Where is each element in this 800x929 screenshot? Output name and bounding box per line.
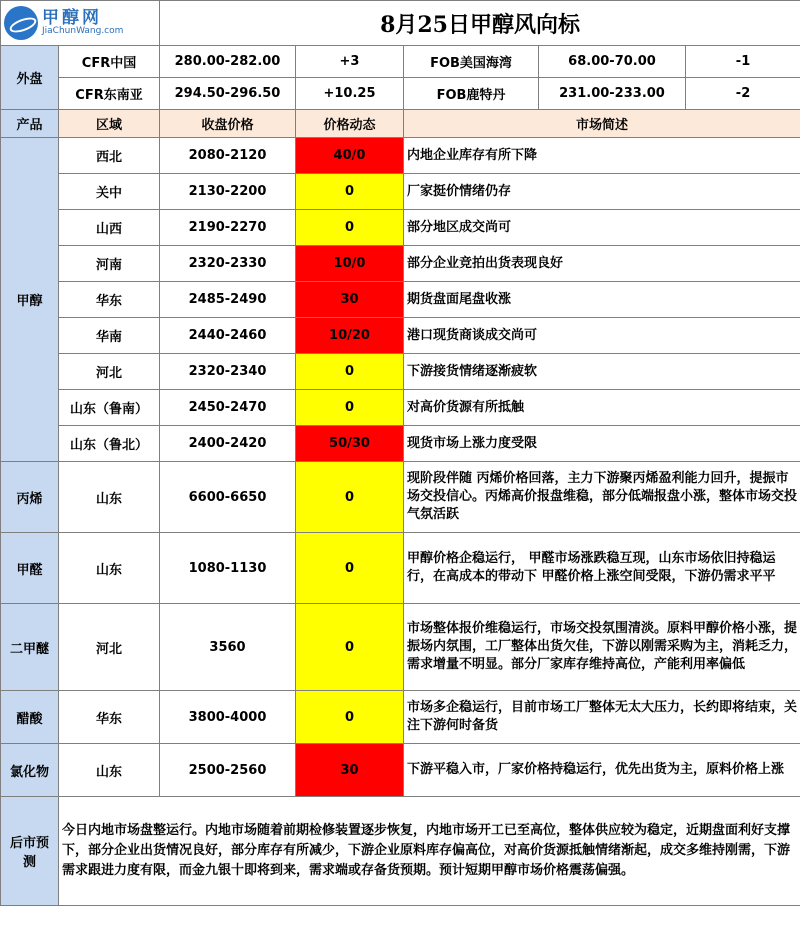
methanol-row [1,354,800,390]
external-market-name: CFR东南亚 [59,78,160,110]
change-cell: 30 [296,744,404,797]
product-methanol: 甲醇 [1,138,59,462]
product-row [1,744,800,797]
change-cell: 0 [296,462,404,533]
product-cell: 甲醛 [1,533,59,604]
forecast-label: 后市预测 [1,797,59,906]
change-cell: 0 [296,354,404,390]
change-cell: 40/0 [296,138,404,174]
methanol-row [1,318,800,354]
summary-cell: 下游接货情绪逐渐疲软 [404,354,800,390]
change-cell: 50/30 [296,426,404,462]
product-row [1,533,800,604]
region-cell: 山东 [59,744,160,797]
change-cell: 0 [296,533,404,604]
region-cell: 山东 [59,533,160,604]
methanol-row [1,174,800,210]
region-cell: 华东 [59,282,160,318]
change-cell: 10/0 [296,246,404,282]
price-cell: 2450-2470 [160,390,296,426]
price-cell: 2485-2490 [160,282,296,318]
region-cell: 西北 [59,138,160,174]
price-cell: 2500-2560 [160,744,296,797]
product-cell: 丙烯 [1,462,59,533]
price-cell: 3800-4000 [160,691,296,744]
summary-cell: 对高价货源有所抵触 [404,390,800,426]
external-market-price: 280.00-282.00 [160,46,296,78]
product-cell: 氯化物 [1,744,59,797]
logo-site: JiaChunWang.com [42,26,124,37]
external-market-change: -2 [686,78,800,110]
price-cell: 2190-2270 [160,210,296,246]
external-row-2 [1,78,800,110]
summary-cell: 市场整体报价维稳运行，市场交投氛围清淡。原料甲醇价格小涨，提振场内氛围，工厂整体出货欠佳，下游以刚需采购为主，消耗乏力，需求增量不明显。部分厂家库存维持高位，产能利用率偏低 [404,604,800,691]
summary-cell: 部分地区成交尚可 [404,210,800,246]
summary-cell: 甲醇价格企稳运行， 甲醛市场涨跌稳互现，山东市场依旧持稳运行，在高成本的带动下 甲醛价格上涨空间受限，下游仍需求平平 [404,533,800,604]
summary-cell: 现货市场上涨力度受限 [404,426,800,462]
change-cell: 0 [296,174,404,210]
logo-name: 甲醇网 [42,7,102,28]
summary-cell: 现阶段伴随 丙烯价格回落，主力下游聚丙烯盈利能力回升，提振市场交投信心。丙烯高价报盘维稳，部分低端报盘小涨，整体市场交投气氛活跃 [404,462,800,533]
external-market-name: CFR中国 [59,46,160,78]
price-cell: 2440-2460 [160,318,296,354]
price-cell: 2080-2120 [160,138,296,174]
external-row-1 [1,46,800,78]
region-cell: 山西 [59,210,160,246]
external-market-change: -1 [686,46,800,78]
region-cell: 华南 [59,318,160,354]
methanol-row [1,246,800,282]
price-cell: 2320-2330 [160,246,296,282]
product-row [1,462,800,533]
price-cell: 1080-1130 [160,533,296,604]
summary-cell: 内地企业库存有所下降 [404,138,800,174]
region-cell: 河北 [59,604,160,691]
external-market-change: +3 [296,46,404,78]
header-summary: 市场简述 [404,110,800,138]
header-change: 价格动态 [296,110,404,138]
external-market-price: 68.00-70.00 [539,46,686,78]
product-cell: 二甲醚 [1,604,59,691]
product-row [1,691,800,744]
change-cell: 30 [296,282,404,318]
summary-cell: 期货盘面尾盘收涨 [404,282,800,318]
methanol-row [1,210,800,246]
logo-cell [1,1,160,46]
product-cell: 醋酸 [1,691,59,744]
price-cell: 6600-6650 [160,462,296,533]
region-cell: 华东 [59,691,160,744]
column-header-row [1,110,800,138]
change-cell: 0 [296,691,404,744]
change-cell: 0 [296,210,404,246]
external-label: 外盘 [1,46,59,110]
region-cell: 山东 [59,462,160,533]
summary-cell: 市场多企稳运行，目前市场工厂整体无太大压力，长约即将结束，关注下游何时备货 [404,691,800,744]
external-market-name: FOB美国海湾 [404,46,539,78]
region-cell: 山东（鲁北） [59,426,160,462]
external-market-change: +10.25 [296,78,404,110]
change-cell: 10/20 [296,318,404,354]
methanol-row [1,282,800,318]
external-market-name: FOB鹿特丹 [404,78,539,110]
methanol-row [1,426,800,462]
product-row [1,604,800,691]
price-cell: 2400-2420 [160,426,296,462]
forecast-row [1,797,800,906]
region-cell: 山东（鲁南） [59,390,160,426]
methanol-row [1,138,800,174]
page-title: 8月25日甲醇风向标 [160,1,800,46]
region-cell: 河北 [59,354,160,390]
summary-cell: 部分企业竞拍出货表现良好 [404,246,800,282]
methanol-row [1,390,800,426]
price-cell: 3560 [160,604,296,691]
globe-icon [4,6,38,40]
region-cell: 河南 [59,246,160,282]
summary-cell: 港口现货商谈成交尚可 [404,318,800,354]
header-product: 产品 [1,110,59,138]
region-cell: 关中 [59,174,160,210]
change-cell: 0 [296,604,404,691]
external-market-price: 294.50-296.50 [160,78,296,110]
price-cell: 2320-2340 [160,354,296,390]
forecast-text: 今日内地市场盘整运行。内地市场随着前期检修装置逐步恢复，内地市场开工已至高位，整体供应较为稳定，近期盘面利好支撑下，部分企业出货情况良好，部分库存有所减少，下游企业原料库存偏高位，对高价货源抵触情绪渐起，成交多维持刚需，下游需求跟进力度有限，而金九银十即将到来，需求端或存备货预期。预计短期甲醇市场价格震荡偏强。 [59,797,800,906]
logo [4,3,156,43]
header-region: 区域 [59,110,160,138]
change-cell: 0 [296,390,404,426]
summary-cell: 厂家挺价情绪仍存 [404,174,800,210]
price-cell: 2130-2200 [160,174,296,210]
external-market-price: 231.00-233.00 [539,78,686,110]
header-price: 收盘价格 [160,110,296,138]
summary-cell: 下游平稳入市，厂家价格持稳运行，优先出货为主，原料价格上涨 [404,744,800,797]
